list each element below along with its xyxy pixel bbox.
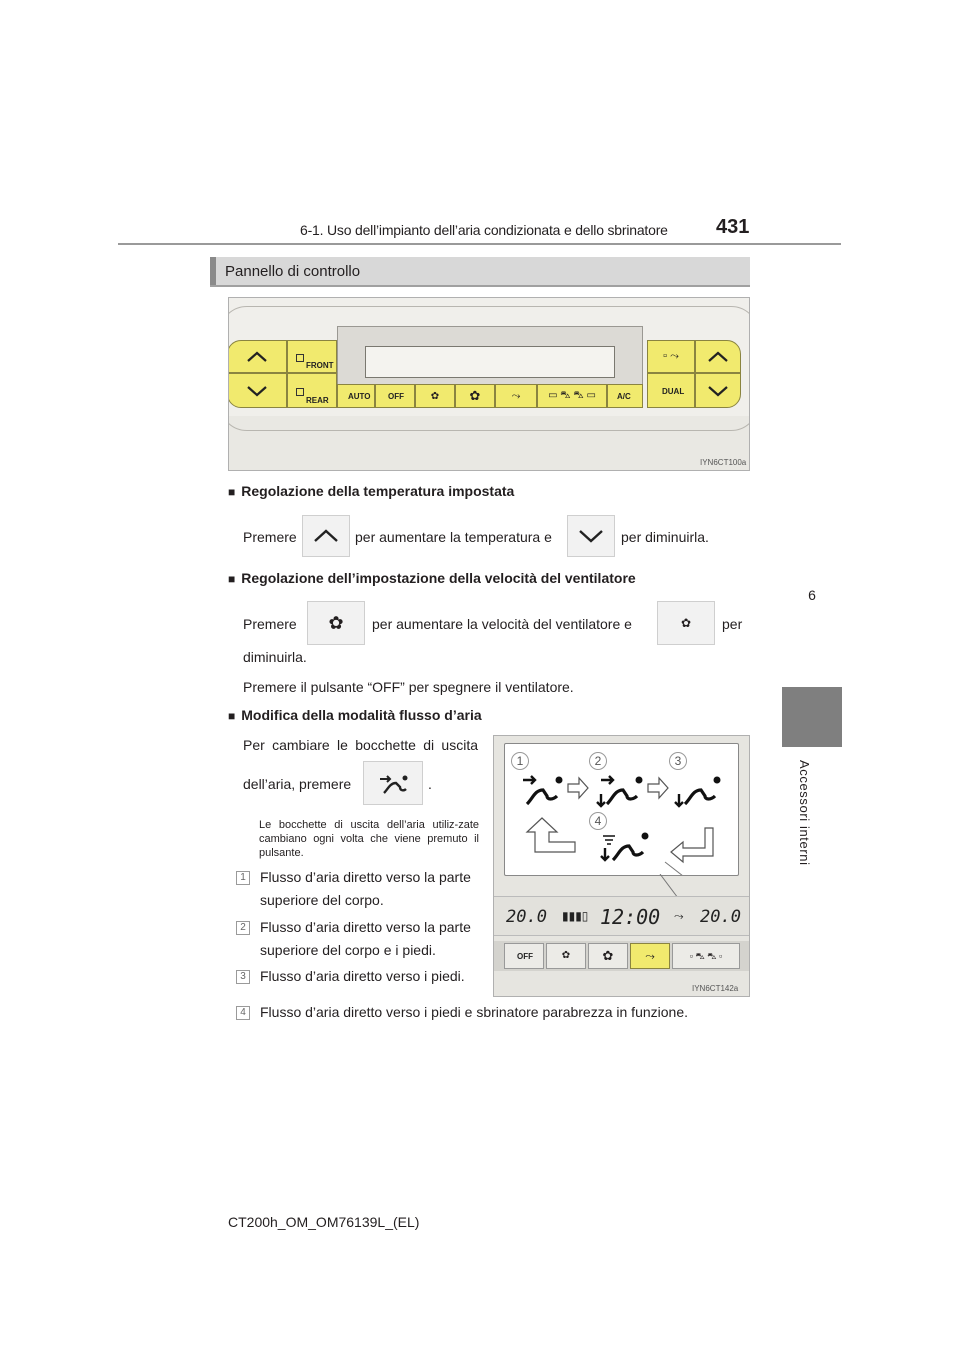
off-label: OFF — [517, 952, 533, 961]
item-1-text: Flusso d’aria diretto verso la parte — [260, 869, 471, 885]
temp-up-icon-box — [302, 515, 350, 557]
auto-button[interactable] — [337, 384, 375, 408]
recirculation-button[interactable] — [672, 943, 740, 969]
airflow-mode-icon — [376, 771, 410, 795]
fan-small-icon: ✿ — [430, 390, 440, 402]
chevron-down-icon — [578, 529, 604, 543]
lcd-temp-left: 20.0 — [506, 907, 547, 927]
item-number: 2 — [236, 921, 250, 935]
fan-large-icon: ✿ — [602, 948, 614, 963]
fan-mid: per aumentare la velocità del ventilatore e — [372, 616, 632, 632]
temp-down-icon-box — [567, 515, 615, 557]
fan-up-button[interactable] — [455, 384, 495, 408]
chevron-up-icon — [707, 351, 729, 363]
rear-label: REAR — [306, 396, 329, 405]
display-screen — [365, 346, 615, 378]
item-2-text: Flusso d’aria diretto verso la parte — [260, 919, 471, 935]
airflow-line2-pre: dell’aria, premere — [243, 776, 352, 792]
front-label: FRONT — [306, 361, 334, 370]
seat-airflow-button[interactable] — [647, 340, 695, 373]
temp-pre: Premere — [243, 529, 297, 545]
temp-down-button-right[interactable] — [695, 373, 741, 408]
airflow-line1: Per cambiare le bocchette di uscita — [243, 737, 478, 753]
airflow-note: Le bocchette di uscita dell’aria utiliz-zate cambiano ogni volta che viene premuto il pulsante. — [259, 819, 479, 859]
temp-post: per diminuirla. — [621, 529, 709, 545]
airflow-small-icon: ▫ ⤳ — [663, 350, 679, 362]
fan-post: per — [722, 616, 743, 632]
chapter-tab — [782, 687, 842, 747]
lcd-clock: 12:00 — [600, 905, 661, 929]
fan-off-button[interactable] — [504, 943, 544, 969]
fan-heading: ■ Regolazione dell’impostazione della velocità del ventilatore — [228, 570, 636, 586]
item-number: 3 — [236, 970, 250, 984]
airflow-line2-post: . — [428, 776, 432, 792]
temp-heading: ■ Regolazione della temperatura impostata — [228, 483, 515, 499]
fan-down-icon-box — [657, 601, 715, 645]
rear-defog-button[interactable] — [287, 373, 337, 408]
ac-label: A/C — [617, 392, 631, 401]
airflow-mode-button[interactable] — [495, 384, 537, 408]
header-rule — [118, 243, 841, 245]
temp-up-button-left[interactable] — [228, 340, 287, 373]
fan-large-icon: ✿ — [469, 388, 481, 403]
airflow-modes-screen — [504, 743, 739, 876]
temp-up-button-right[interactable] — [695, 340, 741, 373]
airflow-icon-box — [363, 761, 423, 805]
arrow-return-up-icon — [527, 818, 575, 852]
airflow-heading: ■ Modifica della modalità flusso d’aria — [228, 707, 482, 723]
mode-circle-2: 2 — [589, 752, 607, 770]
arrow-right-icon — [568, 778, 588, 798]
item-1-text2: superiore del corpo. — [260, 892, 384, 908]
airflow-figure — [493, 735, 750, 997]
figure-code: IYN6CT100a — [700, 458, 747, 467]
fan-off-button[interactable] — [375, 384, 415, 408]
airflow-mode-button[interactable] — [630, 943, 670, 969]
airflow-icon: ⤳ — [511, 389, 521, 402]
running-header: 6-1. Uso dell’impianto dell’aria condizionata e dello sbrinatore — [300, 222, 668, 238]
chapter-label: Accessori interni — [797, 760, 812, 866]
airflow-modes-diagram — [505, 744, 738, 875]
mode-circle-1: 1 — [511, 752, 529, 770]
control-panel-figure — [228, 297, 750, 471]
fan-small-icon: ✿ — [680, 616, 692, 630]
mode-circle-4: 4 — [589, 812, 607, 830]
arrow-return-left-icon — [671, 828, 713, 862]
item-number: 1 — [236, 871, 250, 885]
chevron-up-icon — [246, 351, 268, 363]
bilevel-airflow-icon — [597, 776, 643, 806]
chevron-up-icon — [313, 529, 339, 543]
item-number: 4 — [236, 1006, 250, 1020]
chapter-label-wrap — [797, 760, 827, 920]
car-air-icon: ▭ ⛍ ⛍ ▭ — [548, 389, 596, 401]
car-air-icon: ▫ ⛍ ⛍ ▫ — [689, 951, 723, 961]
lcd-temp-right: 20.0 — [700, 907, 741, 927]
page-number: 431 — [716, 216, 750, 238]
temp-heading-text: Regolazione della temperatura impostata — [241, 483, 515, 499]
figure-code: IYN6CT142a — [692, 984, 739, 993]
fan-up-icon-box — [307, 601, 365, 645]
temp-down-button-left[interactable] — [228, 373, 287, 408]
fan-large-icon: ✿ — [328, 612, 344, 633]
chevron-down-icon — [246, 385, 268, 397]
airflow-indicator-icon: ⤳ — [674, 909, 684, 923]
off-label: OFF — [388, 392, 404, 401]
ac-button[interactable] — [607, 384, 643, 408]
fan-heading-text: Regolazione dell’impostazione della velocità del ventilatore — [241, 570, 636, 586]
fan-line3: Premere il pulsante “OFF” per spegnere il ventilatore. — [243, 679, 574, 695]
item-4-text: Flusso d’aria diretto verso i piedi e sbrinatore parabrezza in funzione. — [260, 1004, 689, 1020]
chapter-number: 6 — [808, 587, 816, 603]
airflow-icon: ⤳ — [645, 949, 655, 963]
recirculation-button[interactable] — [537, 384, 607, 408]
front-defog-button[interactable] — [287, 340, 337, 373]
temp-mid: per aumentare la temperatura e — [355, 529, 552, 545]
auto-label: AUTO — [348, 392, 371, 401]
fan-line2: diminuirla. — [243, 649, 307, 665]
section-title: Pannello di controllo — [225, 263, 361, 280]
airflow-heading-text: Modifica della modalità flusso d’aria — [241, 707, 482, 723]
feet-airflow-icon — [675, 777, 721, 807]
mode-circle-3: 3 — [669, 752, 687, 770]
fan-up-button[interactable] — [588, 943, 628, 969]
dual-label: DUAL — [662, 387, 685, 396]
fan-pre: Premere — [243, 616, 297, 632]
arrow-right-icon — [648, 778, 668, 798]
lcd-display — [494, 896, 749, 936]
fan-level-icon: ▮▮▮▯ — [562, 909, 589, 923]
fan-down-button[interactable] — [546, 943, 586, 969]
face-airflow-icon — [523, 776, 563, 804]
dual-button[interactable] — [647, 373, 695, 408]
fan-down-button[interactable] — [415, 384, 455, 408]
document-id: CT200h_OM_OM76139L_(EL) — [228, 1214, 420, 1230]
item-3-text: Flusso d’aria diretto verso i piedi. — [260, 968, 465, 984]
item-2-text2: superiore del corpo e i piedi. — [260, 942, 436, 958]
fan-small-icon: ✿ — [561, 950, 571, 961]
chevron-down-icon — [707, 385, 729, 397]
defrost-feet-airflow-icon — [601, 833, 649, 861]
